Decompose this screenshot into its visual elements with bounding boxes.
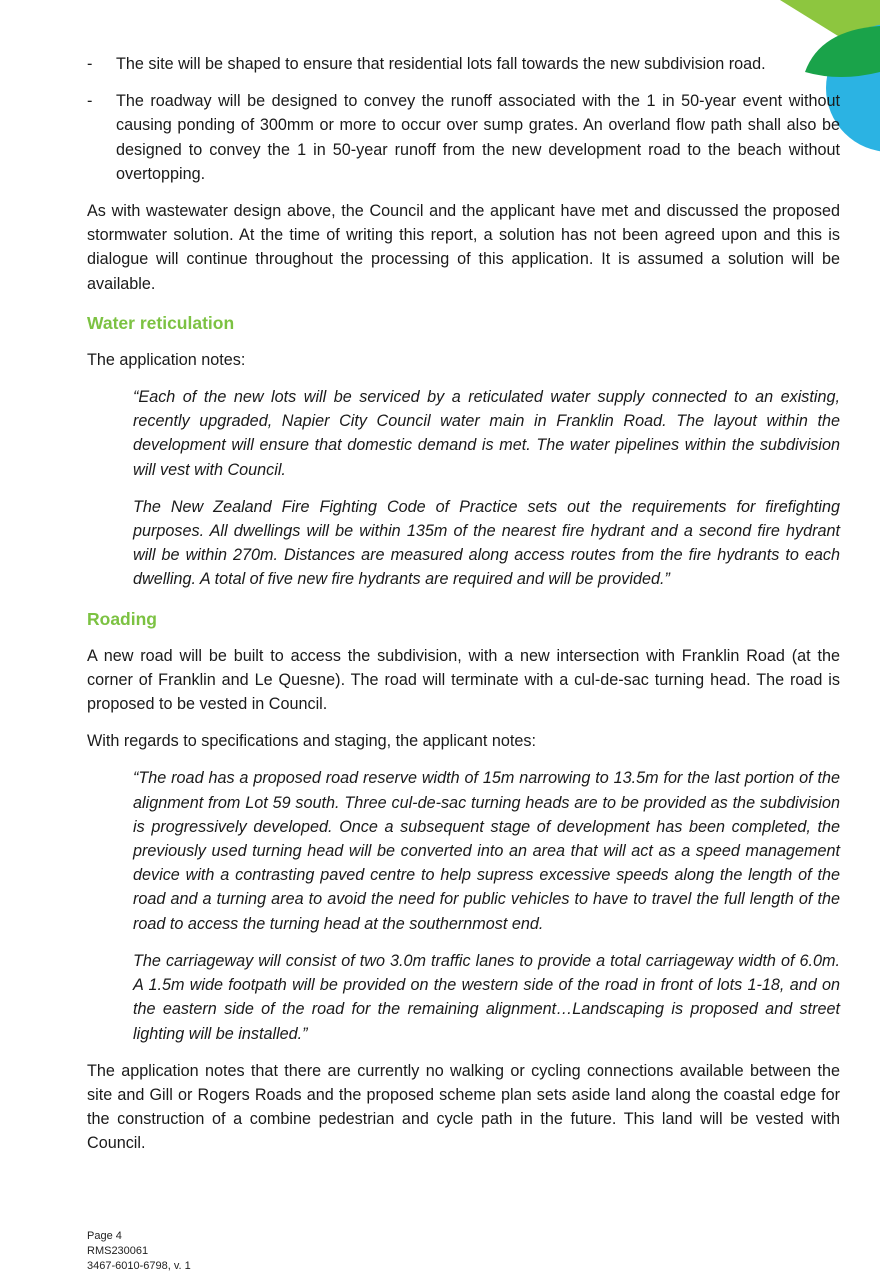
heading-roading: Roading: [87, 608, 157, 629]
heading-water-reticulation: Water reticulation: [87, 312, 235, 333]
page-number: Page 4: [87, 1230, 122, 1242]
paragraph-walking-cycling: The application notes that there are currently no walking or cycling connections available between the site and Gill or Rogers Roads and the proposed scheme plan sets aside land along the coastal edge for the construction of a combine pedestrian and cycle path in the future. This land will be vested with Council.: [87, 1061, 840, 1153]
paragraph-new-road: A new road will be built to access the subdivision, with a new intersection with Franklin Road (at the corner of Franklin and Le Quesne). The road will terminate with a cul-de-sac turning head. The road is proposed to be vested in Council.: [87, 646, 840, 714]
quote-road-reserve: “The road has a proposed road reserve width of 15m narrowing to 13.5m for the last portion of the alignment from Lot 59 south. Three cul-de-sac turning heads are to be provided as the subdivision is progressively developed. Once a subsequent stage of development has been completed, the previously used turning head will be converted into an area that will act as a speed management device with a contrasting paved centre to help supress excessive speeds along the length of the road and a turning area to avoid the need for public vehicles to have to travel the full length of the road to access the turning head at the southernmost end.: [133, 769, 840, 933]
bullet-item: [87, 89, 840, 186]
bullet-item: [87, 52, 840, 76]
bullet-marker: -: [87, 92, 93, 111]
bullet-text: The roadway will be designed to convey the runoff associated with the 1 in 50-year event without causing ponding of 300mm or more to occur over sump grates. An overland flow path shall also be designed to convey the 1 in 50-year runoff from the new development road to the beach without overtopping.: [116, 92, 840, 183]
paragraph-specifications: With regards to specifications and staging, the applicant notes:: [87, 732, 537, 751]
bullet-marker: -: [87, 55, 93, 73]
page-footer: [87, 1229, 191, 1274]
paragraph-application-notes: The application notes:: [87, 350, 246, 369]
paragraph-stormwater: As with wastewater design above, the Council and the applicant have met and discussed the proposed stormwater solution. At the time of writing this report, a solution has not been agreed upon and this is dialogue will continue throughout the processing of this application. It is assumed a solution will be available.: [87, 202, 840, 293]
document-id: 3467-6010-6798, v. 1: [87, 1260, 191, 1272]
reference-number: RMS230061: [87, 1245, 149, 1257]
quote-carriageway: The carriageway will consist of two 3.0m traffic lanes to provide a total carriageway width of 6.0m. A 1.5m wide footpath will be provided on the western side of the road in front of lots 1-18, and on the eastern side of the road for the remaining alignment…Landscaping is proposed and street lighting will be installed.”: [133, 951, 840, 1043]
bullet-text: The site will be shaped to ensure that residential lots fall towards the new subdivision road.: [116, 55, 766, 73]
document-body: [87, 52, 840, 1169]
quote-fire-fighting: The New Zealand Fire Fighting Code of Practice sets out the requirements for firefighting purposes. All dwellings will be within 135m of the nearest fire hydrant and a second fire hydrant will be within 270m. Distances are measured along access routes from the fire hydrants to each dwelling. A total of five new fire hydrants are required and will be provided.”: [133, 497, 840, 589]
quote-water-supply: “Each of the new lots will be serviced by a reticulated water supply connected to an existing, recently upgraded, Napier City Council water main in Franklin Road. The layout within the development will ensure that domestic demand is met. The water pipelines within the subdivision will vest with Council.: [133, 388, 840, 479]
